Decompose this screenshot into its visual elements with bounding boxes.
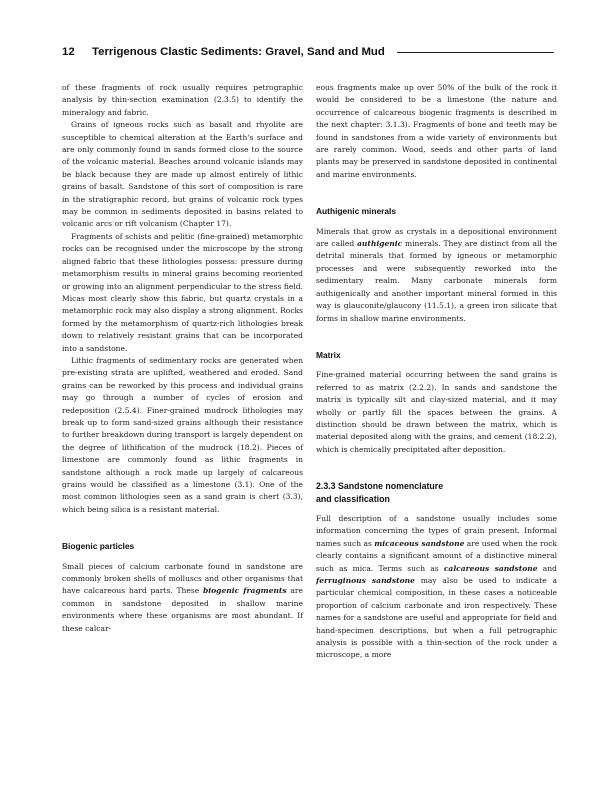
paragraph	[316, 226, 557, 325]
spacer	[316, 361, 557, 369]
spacer	[316, 505, 557, 513]
paragraph: Lithic fragments of sedimentary rocks are generated when pre-existing strata are uplifted, weathered and eroded. Sand grains can be reworked by this process and individual grains may go through a number of cycles of erosion and redeposition (2.5.4). Finer-grained mudrock lithologies may break up to form sand-sized grains although their resistance to further breakdown during transport is largely dependent on the degree of lithification of the mudrock (18.2). Pieces of limestone are commonly found as lithic fragments in sandstone although a rock made up largely of calcareous grains would be classified as a limestone (3.1). One of the most common lithologies seen as a sand grain is chert (3.3), which being silica is a resistant material.	[62, 355, 303, 514]
text-run: Minerals that grow as crystals in a depositional environment are called	[316, 226, 557, 249]
paragraph: Fine-grained material occurring between the sand grains is referred to as matrix (2.2.2). In sands and sandstone the matrix is typically silt and clay-sized material, and it may wholly or partly fill the spaces between the grains. A distinction should be drawn between the matrix, which is material deposited along with the grains, and cement (18.2.2), which is chemically precipitated after deposition.	[316, 370, 557, 454]
paragraph	[316, 513, 557, 662]
header-rule	[397, 52, 554, 53]
section-heading-line: and classification	[316, 493, 390, 504]
page-number: 12	[62, 46, 75, 58]
heading-matrix: Matrix	[316, 349, 341, 360]
heading-biogenic-particles: Biogenic particles	[62, 541, 135, 552]
text-run: Full description of a sandstone usually includes some information concerning the types of grain present. Informal names such as	[316, 513, 557, 548]
term-ferruginous-sandstone: ferruginous sandstone	[316, 576, 415, 585]
text-run: Small pieces of calcium carbonate found in sandstone are commonly broken shells of molluscs and other organisms that have calcareous hard parts. These	[62, 561, 303, 596]
paragraph: Fragments of schists and pelitic (fine-grained) metamorphic rocks can be recognised under the microscope by the strong aligned fabric that these lithologies possess: pressure during metamorphism results in mineral grains becoming reoriented or growing into an alignment perpendicular to the stress field. Micas most clearly show this fabric, but quartz crystals in a metamorphic rock may also display a strong alignment. Rocks formed by the metamorphism of quartz-rich lithologies break down to relatively resistant grains that can be incorporated into a sandstone.	[62, 231, 303, 353]
text-run: minerals. They are distinct from all the detrital minerals that formed by igneous or metamorphic processes and were subsequently reworked into the sedimentary realm. Many carbonate minerals form authigenically and another important mineral formed in this way is glauconite/glaucony (11.5.1), a green iron silicate that forms in shallow marine environments.	[316, 239, 557, 323]
spacer	[316, 456, 557, 480]
term-authigenic: authigenic	[356, 239, 403, 249]
text-run: may also be used to indicate a particular chemical composition, in these cases a noticeable proportion of calcium carbonate and iron respectively. These names for a sandstone are useful and appropriate for field and hand-specimen descriptions, but when a full petrographic analysis is possible with a thin-section of the rock under a microscope, a more	[316, 576, 557, 660]
heading-authigenic-minerals: Authigenic minerals	[316, 206, 397, 217]
spacer	[316, 181, 557, 205]
term-micaceous-sandstone: micaceous sandstone	[374, 538, 465, 548]
text-run: are used when the rock clearly contains a significant amount of a distinctive mineral such as mica. Terms such as	[316, 538, 557, 573]
paragraph: of these fragments of rock usually requires petrographic analysis by thin-section examination (2.3.5) to identify the mineralogy and fabric.	[62, 83, 303, 117]
term-calcareous-sandstone: calcareous sandstone	[443, 563, 538, 573]
term-biogenic-fragments: biogenic fragments	[203, 586, 287, 596]
section-heading-line: 2.3.3 Sandstone nomenclature	[316, 481, 444, 492]
spacer	[62, 516, 303, 540]
chapter-title: Terrigenous Clastic Sediments: Gravel, Sand and Mud	[92, 46, 385, 58]
paragraph: Grains of igneous rocks such as basalt and rhyolite are susceptible to chemical alteration at the Earth's surface and are only commonly found in sands formed close to the source of the volcanic material. Beaches around volcanic islands may be black because they are made up almost entirely of lithic grains of basalt. Sandstone of this sort of composition is rare in the stratigraphic record, but grains of volcanic rock types may be common in sediments deposited in basins related to volcanic arcs or rift volcanism (Chapter 17).	[62, 120, 303, 229]
paragraph	[62, 561, 303, 635]
right-column	[316, 82, 557, 662]
text-run: are common in sandstone deposited in shallow marine environments where these organisms are most abundant. If these calcar-	[62, 586, 303, 633]
paragraph: eous fragments make up over 50% of the bulk of the rock it would be considered to be a limestone (the nature and occurrence of calcareous biogenic fragments is described in the next chapter: 3.1.3). Fragments of bone and teeth may be found in sandstones from a wide variety of environments but are rarely common. Wood, seeds and other parts of land plants may be preserved in sandstone deposited in continental and marine environments.	[316, 83, 557, 179]
spacer	[62, 553, 303, 561]
spacer	[316, 325, 557, 349]
running-header	[62, 44, 554, 60]
left-column	[62, 82, 303, 635]
text-run: and	[537, 563, 557, 573]
spacer	[316, 218, 557, 226]
